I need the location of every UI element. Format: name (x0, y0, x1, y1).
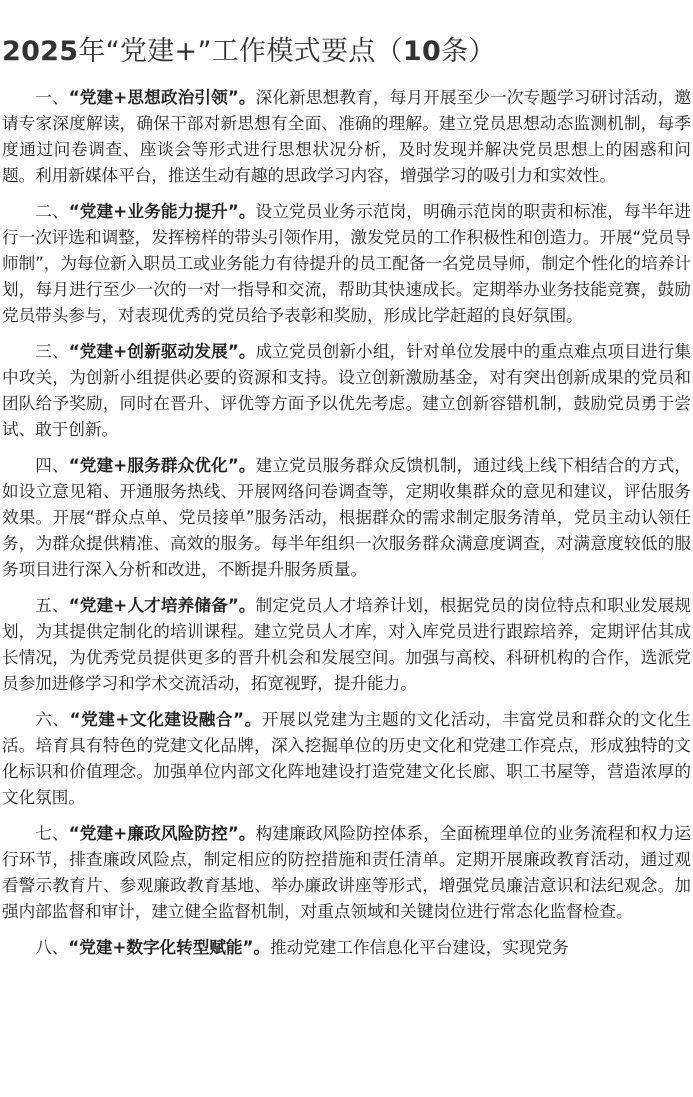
section-heading: “党建+文化建设融合”。 (69, 710, 262, 729)
section-2 (2, 199, 691, 329)
section-body: 成立党员创新小组，针对单位发展中的重点难点项目进行集中攻关，为创新小组提供必要的资源和支持。设立创新激励基金，对有突出创新成果的党员和团队给予奖励，同时在晋升、评优等方面予以优先考虑。建立创新容错机制，鼓励党员勇于尝试、敢于创新。 (2, 342, 692, 439)
section-body: 开展以党建为主题的文化活动，丰富党员和群众的文化生活。培育具有特色的党建文化品牌，深入挖掘单位的历史文化和党建工作亮点，形成独特的文化标识和价值理念。加强单位内部文化阵地建设打造党建文化长廊、职工书屋等，营造浓厚的文化氛围。 (2, 710, 692, 807)
section-number: 六、 (35, 710, 70, 729)
section-number: 八、 (35, 938, 69, 957)
title-year: 2025 (2, 36, 79, 67)
section-number: 三、 (35, 342, 69, 361)
section-list (2, 85, 691, 961)
title-text: 年“党建+”工作模式要点（ (78, 36, 403, 67)
section-body: 建立党员服务群众反馈机制，通过线上线下相结合的方式，如设立意见箱、开通服务热线、开展网络问卷调查等，定期收集群众的意见和建议，评估服务效果。开展“群众点单、党员接单”服务活动，根据群众的需求制定服务清单，党员主动认领任务，为群众提供精准、高效的服务。每半年组织一次服务群众满意度调查，对满意度较低的服务项目进行深入分析和改进，不断提升服务质量。 (2, 456, 692, 579)
section-number: 七、 (35, 824, 69, 843)
section-body: 制定党员人才培养计划，根据党员的岗位特点和职业发展规划，为其提供定制化的培训课程。建立党员人才库，对入库党员进行跟踪培养，定期评估其成长情况，为优秀党员提供更多的晋升机会和发展空间。加强与高校、科研机构的合作，选派党员参加进修学习和学术交流活动，拓宽视野，提升能力。 (2, 596, 692, 693)
section-heading: “党建+创新驱动发展”。 (68, 342, 256, 361)
section-number: 五、 (35, 596, 69, 615)
section-number: 四、 (35, 456, 69, 475)
title-suffix: 条） (441, 36, 496, 67)
section-body: 构建廉政风险防控体系，全面梳理单位的业务流程和权力运行环节，排查廉政风险点，制定相应的防控措施和责任清单。定期开展廉政教育活动，通过观看警示教育片、参观廉政教育基地、举办廉政讲座等形式，增强党员廉洁意识和法纪观念。加强内部监督和审计，建立健全监督机制，对重点领域和关键岗位进行常态化监督检查。 (2, 824, 692, 921)
section-5 (2, 593, 691, 697)
section-body: 推动党建工作信息化平台建设，实现党务 (270, 938, 569, 957)
section-4 (2, 453, 691, 583)
title-count: 10 (402, 36, 442, 67)
section-8 (2, 935, 691, 961)
section-heading: “党建+数字化转型赋能”。 (68, 938, 271, 957)
document-title (2, 0, 691, 71)
section-body: 设立党员业务示范岗，明确示范岗的职责和标准，每半年进行一次评选和调整，发挥榜样的带头引领作用，激发党员的工作积极性和创造力。开展“党员导师制”，为每位新入职员工或业务能力有待提升的员工配备一名党员导师，制定个性化的培养计划，每月进行至少一次的一对一指导和交流，帮助其快速成长。定期举办业务技能竞赛，鼓励党员带头参与，对表现优秀的党员给予表彰和奖励，形成比学赶超的良好氛围。 (2, 202, 692, 325)
section-number: 二、 (35, 202, 69, 221)
section-body: 深化新思想教育，每月开展至少一次专题学习研讨活动，邀请专家深度解读，确保干部对新思想有全面、准确的理解。建立党员思想动态监测机制，每季度通过问卷调查、座谈会等形式进行思想状况分析，及时发现并解决党员思想上的困惑和问题。利用新媒体平台，推送生动有趣的思政学习内容，增强学习的吸引力和实效性。 (2, 88, 692, 185)
section-3 (2, 339, 691, 443)
section-heading: “党建+服务群众优化”。 (68, 456, 256, 475)
section-6 (2, 707, 691, 811)
section-1 (2, 85, 691, 189)
section-heading: “党建+人才培养储备”。 (68, 596, 256, 615)
section-7 (2, 821, 691, 925)
section-heading: “党建+廉政风险防控”。 (68, 824, 256, 843)
section-heading: “党建+业务能力提升”。 (68, 202, 256, 221)
section-heading: “党建+思想政治引领”。 (68, 88, 256, 107)
section-number: 一、 (35, 88, 69, 107)
